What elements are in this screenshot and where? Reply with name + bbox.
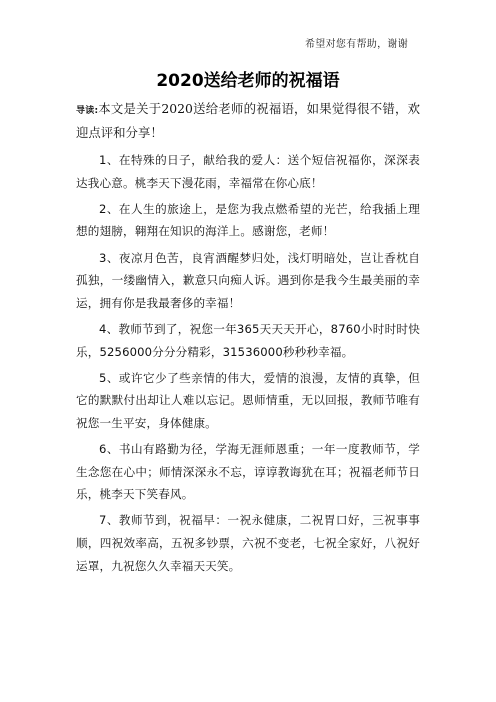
blessing-paragraph-3: 3、夜凉月色苦，良宵酒醒梦归处，浅灯明暗处，岂让香枕自孤独，一缕幽情入，歉意只向痴人诉。遇到你是我今生最美丽的幸运，拥有你是我最奢侈的幸福！ (76, 250, 420, 310)
blessing-paragraph-4: 4、教师节到了，祝您一年365天天天开心，8760小时时时快乐，5256000分分分精彩，31536000秒秒秒幸福。 (76, 321, 420, 359)
blessing-paragraph-1: 1、在特殊的日子，献给我的爱人：送个短信祝福你，深深表达我心意。桃李天下漫花雨，幸福常在你心底！ (76, 153, 420, 190)
blessing-paragraph-2: 2、在人生的旅途上，是您为我点燃希望的光芒，给我插上理想的翅膀，翱翔在知识的海洋上。感谢您，老师！ (76, 201, 420, 239)
blessing-paragraph-7: 7、教师节到，祝福早：一祝永健康，二祝胃口好，三祝事事顺，四祝效率高，五祝多钞票，六祝不变老，七祝全家好，八祝好运罩，九祝您久久幸福天天笑。 (76, 513, 420, 573)
document-body (76, 98, 420, 581)
blessing-paragraph-6: 6、书山有路勤为径，学海无涯师恩重；一年一度教师节，学生念您在心中；师情深深永不忘，谆谆教诲犹在耳；祝福老师节日乐，桃李天下笑春风。 (76, 442, 420, 502)
header-note: 希望对您有帮助，谢谢 (305, 39, 408, 50)
document-title: 2020送给老师的祝福语 (156, 71, 340, 91)
intro-label: 导读: (76, 106, 99, 116)
intro-paragraph (76, 98, 420, 144)
intro-text: 本文是关于2020送给老师的祝福语，如果觉得很不错，欢迎点评和分享！ (76, 101, 420, 140)
blessing-paragraph-5: 5、或许它少了些亲情的伟大，爱情的浪漫，友情的真挚，但它的默默付出却让人难以忘记。恩师情重，无以回报，教师节唯有祝您一生平安，身体健康。 (76, 370, 420, 430)
